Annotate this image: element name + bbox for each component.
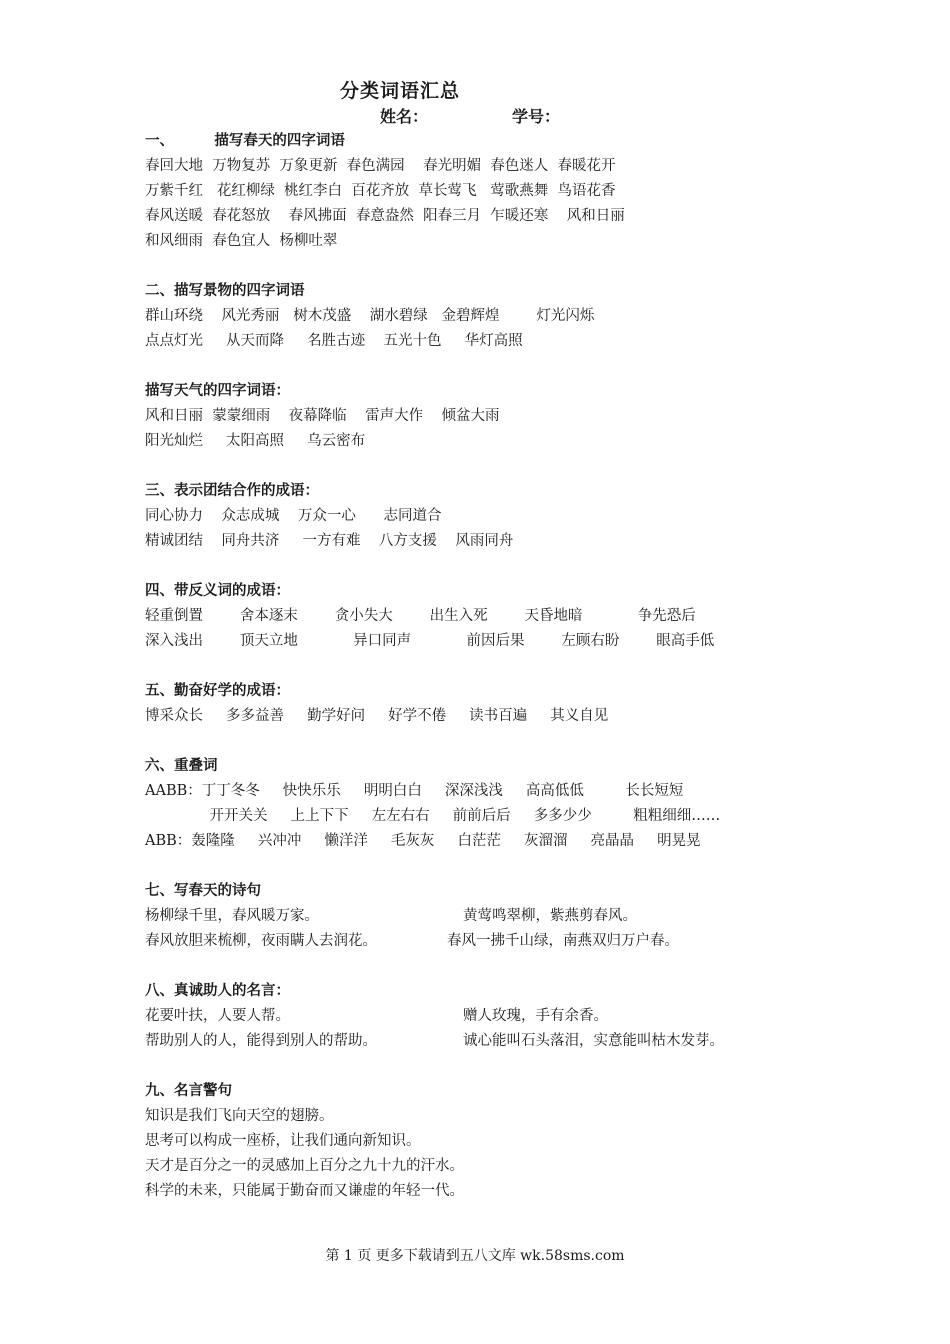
section-helping-quotes <box>145 979 925 1054</box>
word-line: 阳光灿烂 太阳高照 乌云密布 <box>145 433 366 449</box>
word-line: 群山环绕 风光秀丽 树木茂盛 湖水碧绿 金碧辉煌 灯光闪烁 <box>145 308 595 324</box>
section-famous-sayings <box>145 1079 925 1204</box>
poem-line <box>145 904 925 929</box>
word-line: 春回大地 万物复苏 万象更新 春色满园 春光明媚 春色迷人 春暖花开 <box>145 158 616 174</box>
name-id-row <box>380 104 560 127</box>
quote-left: 花要叶扶，人要人帮。 <box>145 1008 290 1024</box>
document-title: 分类词语汇总 <box>340 80 461 102</box>
section-heading: 四、带反义词的成语： <box>145 583 290 599</box>
word-line: 精诚团结 同舟共济 一方有难 八方支援 风雨同舟 <box>145 533 514 549</box>
saying-line: 思考可以构成一座桥，让我们通向新知识。 <box>145 1133 421 1149</box>
quote-right: 诚心能叫石头落泪，实意能叫枯木发芽。 <box>463 1033 724 1049</box>
page-footer: 第 1 页 更多下载请到五八文库 wk.58sms.com <box>325 1248 625 1264</box>
poem-line <box>145 929 925 954</box>
section-scenery-idioms <box>145 279 925 354</box>
word-line: 万紫千红 花红柳绿 桃红李白 百花齐放 草长莺飞 莺歌燕舞 鸟语花香 <box>145 183 616 199</box>
section-heading: 八、真诚助人的名言： <box>145 983 290 999</box>
word-line: 风和日丽 蒙蒙细雨 夜幕降临 雷声大作 倾盆大雨 <box>145 408 500 424</box>
quote-line <box>145 1029 925 1054</box>
quote-left: 帮助别人的人，能得到别人的帮助。 <box>145 1033 377 1049</box>
name-label: 姓名： <box>380 107 429 126</box>
poem-right: 春风一拂千山绿，南燕双归万户春。 <box>447 933 679 949</box>
word-line: 同心协力 众志成城 万众一心 志同道合 <box>145 508 442 524</box>
section-heading: 九、名言警句 <box>145 1083 232 1099</box>
quote-line <box>145 1004 925 1029</box>
quote-right: 赠人玫瑰，手有余香。 <box>463 1008 608 1024</box>
section-reduplicated-words <box>145 754 925 854</box>
section-spring-poems <box>145 879 925 954</box>
poem-left: 春风放胆来梳柳，夜雨瞒人去润花。 <box>145 933 377 949</box>
section-study-idioms <box>145 679 925 729</box>
section-teamwork-idioms <box>145 479 925 554</box>
word-line: 深入浅出 顶天立地 异口同声 前因后果 左顾右盼 眼高手低 <box>145 633 715 649</box>
word-line: 春风送暖 春花怒放 春风拂面 春意盎然 阳春三月 乍暖还寒 风和日丽 <box>145 208 625 224</box>
saying-line: 天才是百分之一的灵感加上百分之九十九的汗水。 <box>145 1158 464 1174</box>
section-heading: 描写天气的四字词语： <box>145 383 290 399</box>
saying-line: 知识是我们飞向天空的翅膀。 <box>145 1108 334 1124</box>
word-line: 轻重倒置 舍本逐末 贪小失大 出生入死 天昏地暗 争先恐后 <box>145 608 696 624</box>
section-heading: 一、 描写春天的四字词语 <box>145 133 345 149</box>
word-line: ABB：轰隆隆 兴冲冲 懒洋洋 毛灰灰 白茫茫 灰溜溜 亮晶晶 明晃晃 <box>145 833 701 849</box>
word-line: 点点灯光 从天而降 名胜古迹 五光十色 华灯高照 <box>145 333 523 349</box>
word-line: 开开关关 上上下下 左左右右 前前后后 多多少少 粗粗细细…… <box>145 808 721 824</box>
section-weather-idioms <box>145 379 925 454</box>
section-heading: 七、写春天的诗句 <box>145 883 261 899</box>
student-id-label: 学号： <box>512 107 561 126</box>
poem-left: 杨柳绿千里，春风暖万家。 <box>145 908 319 924</box>
word-line: AABB：丁丁冬冬 快快乐乐 明明白白 深深浅浅 高高低低 长长短短 <box>145 783 684 799</box>
section-heading: 三、表示团结合作的成语： <box>145 483 319 499</box>
section-antonym-idioms <box>145 579 925 654</box>
section-heading: 五、勤奋好学的成语： <box>145 683 290 699</box>
word-line: 博采众长 多多益善 勤学好问 好学不倦 读书百遍 其义自见 <box>145 708 609 724</box>
section-spring-idioms <box>145 129 925 254</box>
word-line: 和风细雨 春色宜人 杨柳吐翠 <box>145 233 338 249</box>
section-heading: 二、描写景物的四字词语 <box>145 283 305 299</box>
saying-line: 科学的未来，只能属于勤奋而又谦虚的年轻一代。 <box>145 1183 464 1199</box>
poem-right: 黄莺鸣翠柳，紫燕剪春风。 <box>463 908 637 924</box>
document-body <box>145 129 925 1229</box>
section-heading: 六、重叠词 <box>145 758 218 774</box>
